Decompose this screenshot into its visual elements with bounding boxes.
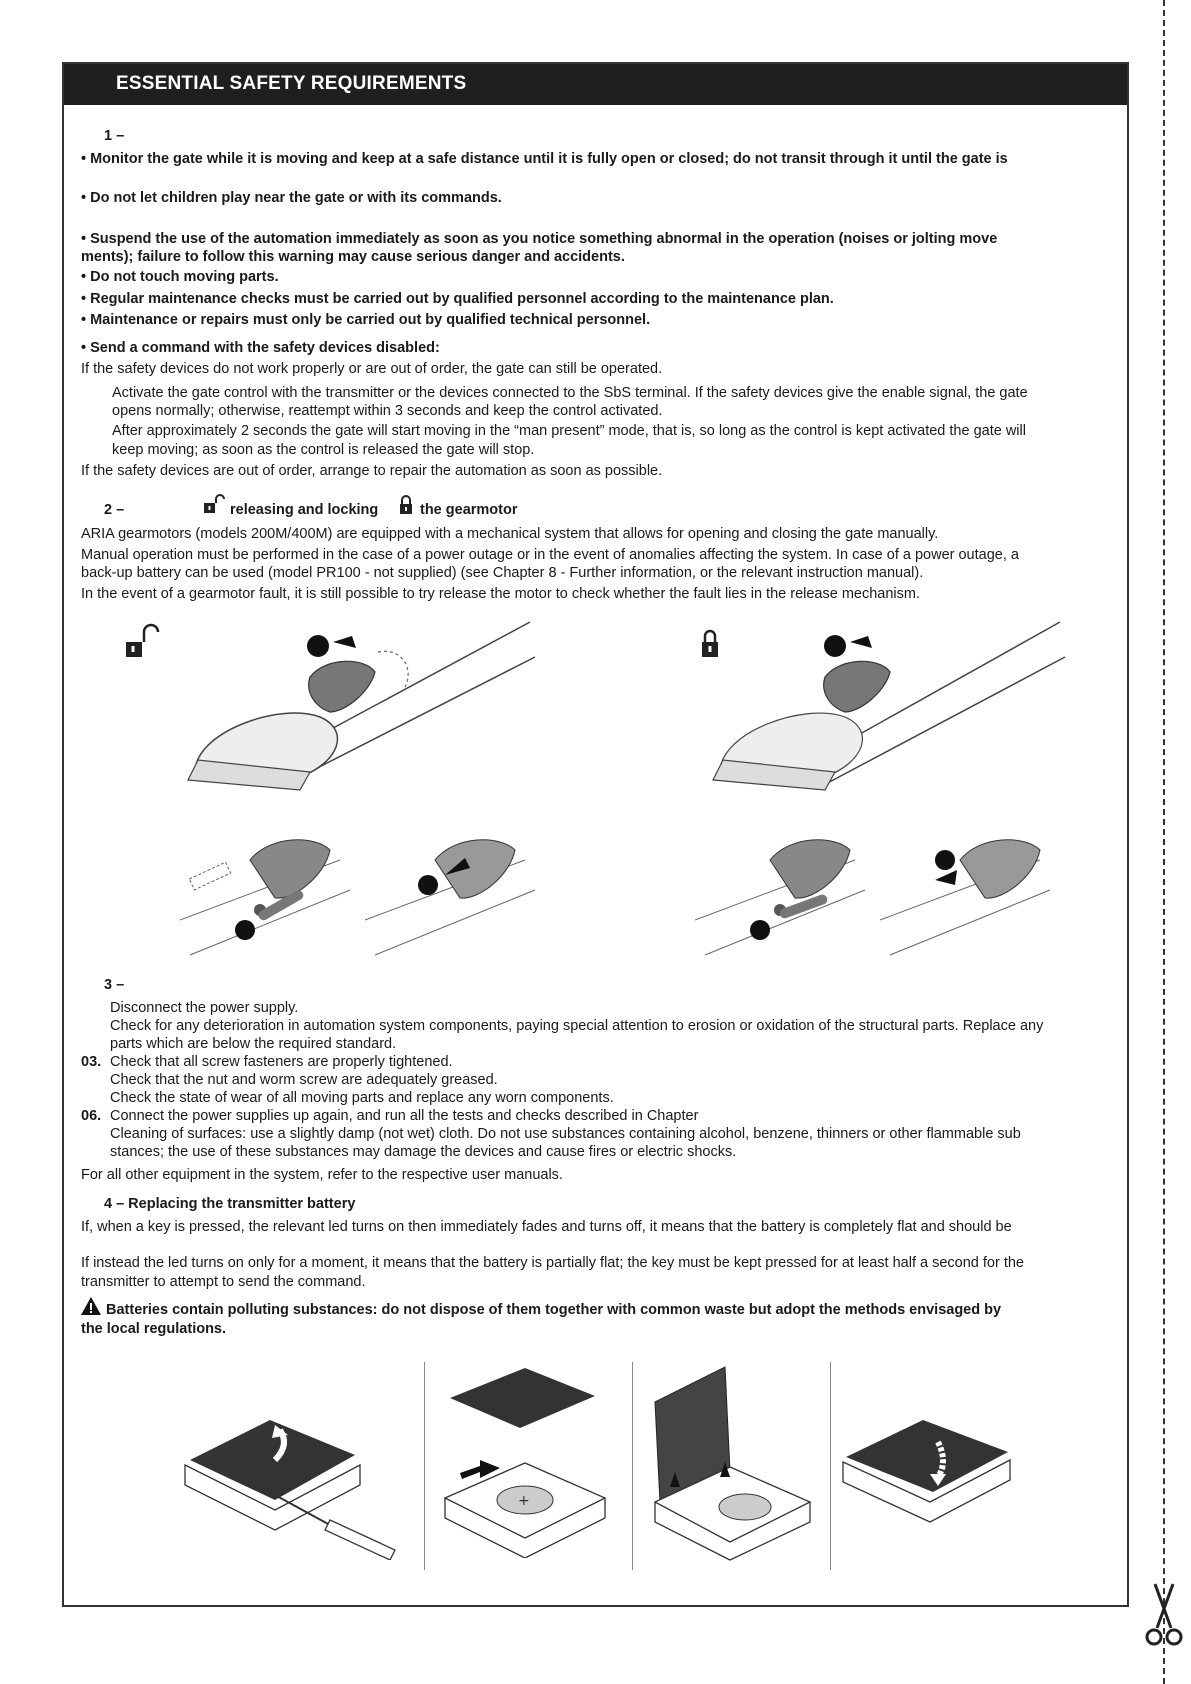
battery-step-divider-3 [830, 1362, 831, 1570]
command-heading: • Send a command with the safety devices disabled: [81, 340, 440, 356]
command-step-1: Activate the gate control with the transmitter or the devices connected to the SbS terminal. If the safety devices give the enable signal, the gate [112, 385, 1028, 401]
section2-number: 2 – [104, 502, 125, 518]
section2-paragraph-2: Manual operation must be performed in the case of a power outage or in the event of anomalies affecting the system. In case of a power outage, a [81, 547, 1019, 563]
section1-bullet-3: • Suspend the use of the automation immediately as soon as you notice something abnormal in the operation (noises or jolting move [81, 231, 998, 247]
section3-line-4: Check that all screw fasteners are properly tightened. [110, 1054, 453, 1070]
section3-line-9: stances; the use of these substances may damage the devices and cause fires or electric shocks. [110, 1144, 737, 1160]
scissors-icon [1145, 1582, 1183, 1652]
header-bar [64, 64, 1127, 105]
battery-step-2-illustration [440, 1368, 620, 1558]
battery-step-3-illustration [650, 1362, 820, 1562]
gearmotor-release-illustration [120, 612, 540, 802]
command-outro: If the safety devices are out of order, arrange to repair the automation as soon as possible. [81, 463, 663, 479]
warning-triangle-icon [80, 1296, 102, 1316]
command-step-2-cont: keep moving; as soon as the control is released the gate will stop. [112, 442, 535, 458]
battery-step-divider-1 [424, 1362, 425, 1570]
section1-bullet-1: • Monitor the gate while it is moving and keep at a safe distance until it is fully open or closed; do not transit through it until the gate is [81, 151, 1008, 167]
warning-line-2: the local regulations. [81, 1321, 227, 1337]
section3-line-3: parts which are below the required standard. [110, 1036, 397, 1052]
command-step-1-cont: opens normally; otherwise, reattempt within 3 seconds and keep the control activated. [112, 403, 663, 419]
section3-step-number-03: 03. [81, 1054, 102, 1070]
section1-bullet-5: • Regular maintenance checks must be carried out by qualified personnel according to the maintenance plan. [81, 291, 834, 307]
section1-bullet-6: • Maintenance or repairs must only be carried out by qualified technical personnel. [81, 312, 651, 328]
page-title: ESSENTIAL SAFETY REQUIREMENTS [116, 73, 467, 94]
command-step-2: After approximately 2 seconds the gate will start moving in the “man present” mode, that is, so long as the control is kept activated the gate will [112, 423, 1026, 439]
section3-line-2: Check for any deterioration in automation system components, paying special attention to erosion or oxidation of the structural parts. Replace any [110, 1018, 1044, 1034]
section1-bullet-4: • Do not touch moving parts. [81, 269, 279, 285]
section2-heading-part2: the gearmotor [420, 502, 518, 518]
section2-paragraph-3: In the event of a gearmotor fault, it is still possible to try release the motor to check whether the fault lies in the release mechanism. [81, 586, 920, 602]
lock-icon [398, 494, 414, 516]
section4-paragraph-2-cont: transmitter to attempt to send the command. [81, 1274, 366, 1290]
section3-line-8: Cleaning of surfaces: use a slightly damp (not wet) cloth. Do not use substances containing alcohol, benzene, thinners or other flammable sub [110, 1126, 1021, 1142]
battery-step-1-illustration [180, 1410, 420, 1560]
unlock-icon [202, 494, 226, 516]
section3-line-1: Disconnect the power supply. [110, 1000, 299, 1016]
section3-line-7: Connect the power supplies up again, and run all the tests and checks described in Chapter [110, 1108, 699, 1124]
section4-heading: 4 – Replacing the transmitter battery [104, 1196, 356, 1212]
gearmotor-lock-illustration [690, 612, 1070, 802]
section1-number: 1 – [104, 128, 125, 144]
section1-bullet-3-cont: ments); failure to follow this warning may cause serious danger and accidents. [81, 249, 625, 265]
lock-key-steps-illustration [695, 830, 1065, 960]
section4-paragraph-1: If, when a key is pressed, the relevant led turns on then immediately fades and turns off, it means that the battery is completely flat and should be [81, 1219, 1012, 1235]
svg-text:+: + [518, 1493, 530, 1509]
command-intro: If the safety devices do not work properly or are out of order, the gate can still be operated. [81, 361, 663, 377]
section3-outro: For all other equipment in the system, refer to the respective user manuals. [81, 1167, 563, 1183]
cut-line [1163, 0, 1165, 1684]
section2-heading-part1: releasing and locking [230, 502, 379, 518]
section3-line-5: Check that the nut and worm screw are adequately greased. [110, 1072, 498, 1088]
section3-line-6: Check the state of wear of all moving parts and replace any worn components. [110, 1090, 614, 1106]
battery-step-divider-2 [632, 1362, 633, 1570]
battery-step-4-illustration [838, 1412, 1018, 1542]
section3-step-number-06: 06. [81, 1108, 102, 1124]
release-key-steps-illustration [180, 830, 550, 960]
section2-paragraph-1: ARIA gearmotors (models 200M/400M) are equipped with a mechanical system that allows for opening and closing the gate manually. [81, 526, 939, 542]
section3-number: 3 – [104, 977, 125, 993]
section4-paragraph-2: If instead the led turns on only for a moment, it means that the battery is partially flat; the key must be kept pressed for at least half a second for the [81, 1255, 1024, 1271]
section1-bullet-2: • Do not let children play near the gate or with its commands. [81, 190, 502, 206]
section2-paragraph-2-cont: back-up battery can be used (model PR100 - not supplied) (see Chapter 8 - Further information, or the relevant instruction manual). [81, 565, 924, 581]
warning-line-1: Batteries contain polluting substances: do not dispose of them together with common waste but adopt the methods envisaged by [106, 1302, 1002, 1318]
